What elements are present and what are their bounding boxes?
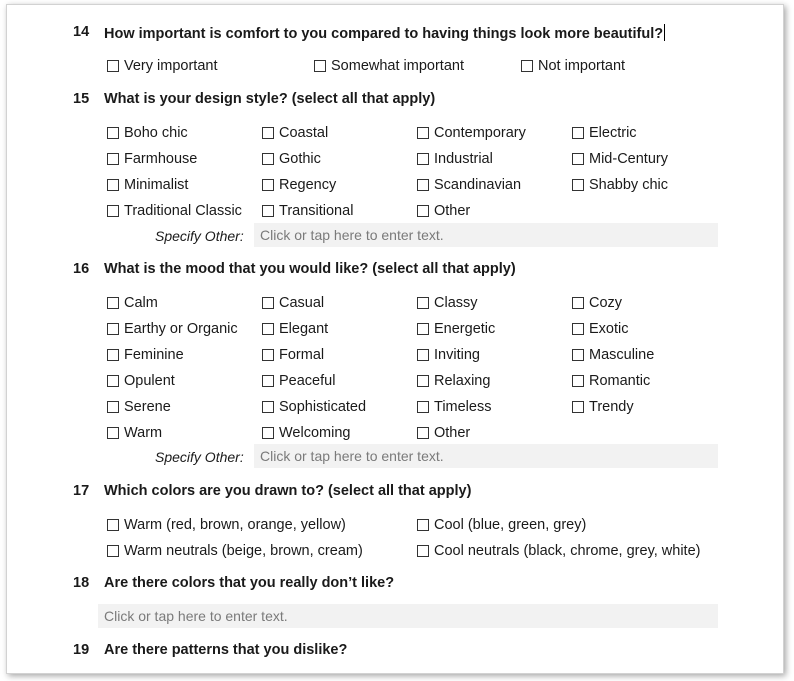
- question-14-number: 14: [73, 24, 90, 40]
- checkbox[interactable]: [572, 127, 584, 139]
- question-17-text: Which colors are you drawn to? (select all that apply): [104, 483, 472, 499]
- checkbox[interactable]: [107, 519, 119, 531]
- checkbox[interactable]: [107, 323, 119, 335]
- option-trendy[interactable]: Trendy: [572, 399, 634, 415]
- checkbox[interactable]: [521, 60, 533, 72]
- checkbox[interactable]: [417, 427, 429, 439]
- document-page: [6, 4, 784, 674]
- checkbox[interactable]: [572, 323, 584, 335]
- checkbox[interactable]: [417, 519, 429, 531]
- checkbox[interactable]: [262, 205, 274, 217]
- option-sophisticated[interactable]: Sophisticated: [262, 399, 366, 415]
- checkbox[interactable]: [107, 179, 119, 191]
- option-peaceful[interactable]: Peaceful: [262, 373, 335, 389]
- specify-other-label: Specify Other:: [155, 228, 244, 244]
- checkbox[interactable]: [572, 153, 584, 165]
- option-serene[interactable]: Serene: [107, 399, 171, 415]
- checkbox[interactable]: [417, 349, 429, 361]
- checkbox[interactable]: [107, 545, 119, 557]
- checkbox[interactable]: [107, 401, 119, 413]
- option-timeless[interactable]: Timeless: [417, 399, 491, 415]
- question-16-text: What is the mood that you would like? (select all that apply): [104, 261, 516, 277]
- option-cozy[interactable]: Cozy: [572, 295, 622, 311]
- option-warm[interactable]: Warm: [107, 425, 162, 441]
- option-energetic[interactable]: Energetic: [417, 321, 495, 337]
- option-coastal[interactable]: Coastal: [262, 125, 328, 141]
- checkbox[interactable]: [572, 349, 584, 361]
- option-welcoming[interactable]: Welcoming: [262, 425, 350, 441]
- option-earthy-or-organic[interactable]: Earthy or Organic: [107, 321, 238, 337]
- option-traditional-classic[interactable]: Traditional Classic: [107, 203, 242, 219]
- checkbox[interactable]: [572, 297, 584, 309]
- option-opulent[interactable]: Opulent: [107, 373, 175, 389]
- checkbox[interactable]: [572, 375, 584, 387]
- question-19-text: Are there patterns that you dislike?: [104, 642, 348, 658]
- checkbox[interactable]: [314, 60, 326, 72]
- checkbox[interactable]: [417, 153, 429, 165]
- checkbox[interactable]: [107, 375, 119, 387]
- checkbox[interactable]: [107, 127, 119, 139]
- option-exotic[interactable]: Exotic: [572, 321, 629, 337]
- question-19-number: 19: [73, 642, 90, 658]
- checkbox[interactable]: [262, 153, 274, 165]
- option-cool-neutrals[interactable]: Cool neutrals (black, chrome, grey, white): [417, 543, 700, 559]
- option-very-important[interactable]: Very important: [107, 58, 218, 74]
- checkbox[interactable]: [572, 401, 584, 413]
- checkbox[interactable]: [262, 297, 274, 309]
- checkbox[interactable]: [262, 323, 274, 335]
- checkbox[interactable]: [417, 179, 429, 191]
- checkbox[interactable]: [262, 401, 274, 413]
- option-boho-chic[interactable]: Boho chic: [107, 125, 188, 141]
- question-16-number: 16: [73, 261, 90, 277]
- checkbox[interactable]: [417, 545, 429, 557]
- checkbox[interactable]: [417, 401, 429, 413]
- option-masculine[interactable]: Masculine: [572, 347, 654, 363]
- checkbox[interactable]: [107, 297, 119, 309]
- checkbox[interactable]: [262, 349, 274, 361]
- option-transitional[interactable]: Transitional: [262, 203, 353, 219]
- option-somewhat-important[interactable]: Somewhat important: [314, 58, 464, 74]
- option-regency[interactable]: Regency: [262, 177, 336, 193]
- disliked-colors-field[interactable]: Click or tap here to enter text.: [98, 604, 718, 628]
- specify-other-style-field[interactable]: Click or tap here to enter text.: [254, 223, 718, 247]
- checkbox[interactable]: [262, 375, 274, 387]
- checkbox[interactable]: [107, 205, 119, 217]
- option-feminine[interactable]: Feminine: [107, 347, 184, 363]
- option-not-important[interactable]: Not important: [521, 58, 625, 74]
- specify-other-mood-field[interactable]: Click or tap here to enter text.: [254, 444, 718, 468]
- option-warm-colors[interactable]: Warm (red, brown, orange, yellow): [107, 517, 346, 533]
- option-elegant[interactable]: Elegant: [262, 321, 328, 337]
- text-cursor: [664, 24, 665, 41]
- option-industrial[interactable]: Industrial: [417, 151, 493, 167]
- checkbox[interactable]: [417, 323, 429, 335]
- option-shabby-chic[interactable]: Shabby chic: [572, 177, 668, 193]
- option-cool-colors[interactable]: Cool (blue, green, grey): [417, 517, 586, 533]
- question-18-text: Are there colors that you really don’t like?: [104, 575, 395, 591]
- option-calm[interactable]: Calm: [107, 295, 158, 311]
- option-inviting[interactable]: Inviting: [417, 347, 480, 363]
- option-electric[interactable]: Electric: [572, 125, 637, 141]
- checkbox[interactable]: [107, 427, 119, 439]
- checkbox[interactable]: [417, 127, 429, 139]
- option-relaxing[interactable]: Relaxing: [417, 373, 490, 389]
- specify-other-label: Specify Other:: [155, 449, 244, 465]
- question-15-number: 15: [73, 91, 90, 107]
- option-mood-other[interactable]: Other: [417, 425, 470, 441]
- question-14-label: How important is comfort to you compared to having things look more beautiful?: [104, 26, 664, 42]
- option-classy[interactable]: Classy: [417, 295, 478, 311]
- option-style-other[interactable]: Other: [417, 203, 470, 219]
- checkbox[interactable]: [107, 349, 119, 361]
- checkbox[interactable]: [107, 153, 119, 165]
- option-mid-century[interactable]: Mid-Century: [572, 151, 668, 167]
- checkbox[interactable]: [262, 127, 274, 139]
- checkbox[interactable]: [417, 205, 429, 217]
- option-contemporary[interactable]: Contemporary: [417, 125, 526, 141]
- question-14-text: [104, 24, 665, 42]
- option-casual[interactable]: Casual: [262, 295, 324, 311]
- checkbox[interactable]: [572, 179, 584, 191]
- option-minimalist[interactable]: Minimalist: [107, 177, 188, 193]
- question-17-number: 17: [73, 483, 90, 499]
- checkbox[interactable]: [417, 375, 429, 387]
- question-15-text: What is your design style? (select all that apply): [104, 91, 436, 107]
- option-gothic[interactable]: Gothic: [262, 151, 321, 167]
- checkbox[interactable]: [262, 179, 274, 191]
- checkbox[interactable]: [262, 427, 274, 439]
- checkbox[interactable]: [107, 60, 119, 72]
- option-scandinavian[interactable]: Scandinavian: [417, 177, 521, 193]
- option-warm-neutrals[interactable]: Warm neutrals (beige, brown, cream): [107, 543, 363, 559]
- checkbox[interactable]: [417, 297, 429, 309]
- option-formal[interactable]: Formal: [262, 347, 324, 363]
- option-romantic[interactable]: Romantic: [572, 373, 650, 389]
- question-18-number: 18: [73, 575, 90, 591]
- option-farmhouse[interactable]: Farmhouse: [107, 151, 197, 167]
